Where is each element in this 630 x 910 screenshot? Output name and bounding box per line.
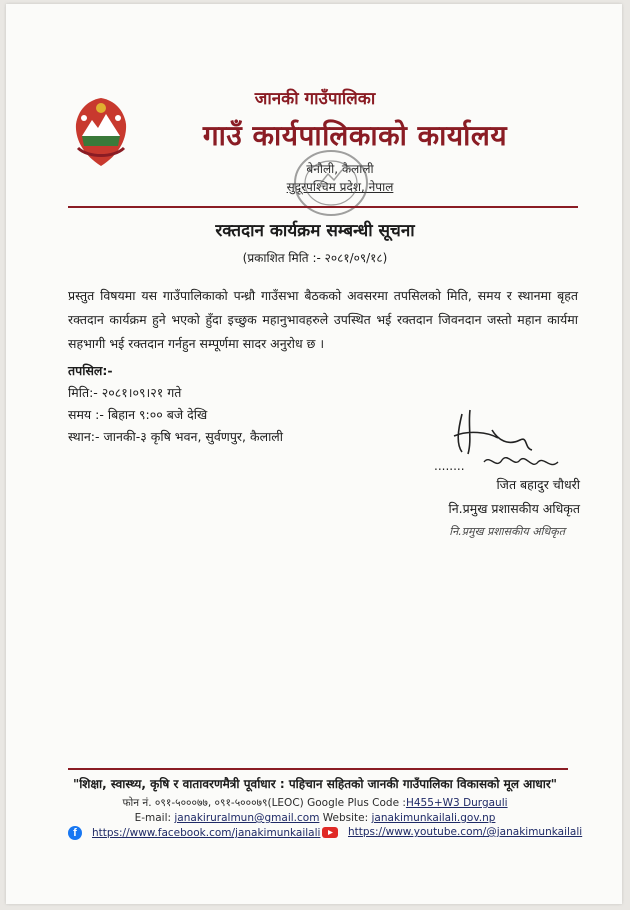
phone-numbers: फोन नं. ०९१-५०००७७, ०९१-५०००७९(LEOC) [122, 797, 304, 809]
svg-text:........: ........ [434, 459, 465, 473]
website-link[interactable]: janakimunkailali.gov.np [371, 812, 496, 824]
header-divider [68, 206, 578, 208]
notice-body: प्रस्तुत विषयमा यस गाउँपालिकाको पन्ध्रौ गाउँसभा बैठकको अवसरमा तपसिलको मिति, समय र स्थानमा बृहत रक्तदान कार्यक्रम हुने भएको हुँदा इच्छुक महानुभावहरुले उपस्थित भई रक्तदान जिवनदान जस्तो महान कार्यमा सहभागी भई रक्तदान गर्नहुन सम्पूर्णमा सादर अनुरोध छ । [68, 288, 578, 351]
youtube-row [322, 826, 582, 838]
footer-divider [68, 768, 568, 770]
email-label: E-mail: [134, 812, 172, 824]
footer-email-row [0, 812, 630, 824]
signatory-name: जित बहादुर चौधरी [496, 477, 580, 492]
facebook-row [68, 826, 320, 840]
signatory-title: नि.प्रमुख प्रशासकीय अधिकृत [448, 501, 580, 516]
office-location: बेनौली, कैलाली [306, 162, 374, 176]
google-plus-code[interactable]: H455+W3 Durgauli [405, 797, 508, 809]
event-venue: स्थान:- जानकी-३ कृषि भवन, सुर्वणपुर, कैलाली [68, 429, 284, 444]
notice-title: रक्तदान कार्यक्रम सम्बन्धी सूचना [215, 221, 415, 241]
office-province: सुदूरपश्चिम प्रदेश, नेपाल [286, 180, 394, 194]
footer-contact [0, 796, 630, 810]
google-plus-label: Google Plus Code : [307, 797, 406, 809]
youtube-link[interactable]: https://www.youtube.com/@janakimunkailali [348, 826, 583, 838]
facebook-link[interactable]: https://www.facebook.com/janakimunkailali [92, 827, 321, 839]
signatory-stamp: नि.प्रमुख प्रशासकीय अधिकृत [449, 525, 565, 538]
details-heading: तपसिल:- [68, 363, 113, 378]
event-time: समय :- बिहान ९:०० बजे देखि [68, 407, 208, 422]
footer-motto: "शिक्षा, स्वास्थ्य, कृषि र वातावरणमैत्री पूर्वाधार : पहिचान सहितको जानकी गाउँपालिका विकासको मूल आधार" [72, 777, 558, 791]
website-label: Website: [322, 812, 369, 824]
municipality-name: जानकी गाउँपालिका [254, 89, 376, 109]
facebook-icon: f [68, 826, 82, 840]
event-date: मिति:- २०८१।०९।२१ गते [68, 385, 182, 400]
handwritten-signature-icon [428, 400, 568, 480]
event-details [68, 360, 368, 448]
published-date: (प्रकाशित मिति :- २०८१/०९/१८) [242, 251, 388, 265]
youtube-icon [322, 827, 338, 838]
office-name: गाउँ कार्यपालिकाको कार्यालय [202, 119, 508, 152]
email-link[interactable]: janakiruralmun@gmail.com [174, 812, 320, 824]
